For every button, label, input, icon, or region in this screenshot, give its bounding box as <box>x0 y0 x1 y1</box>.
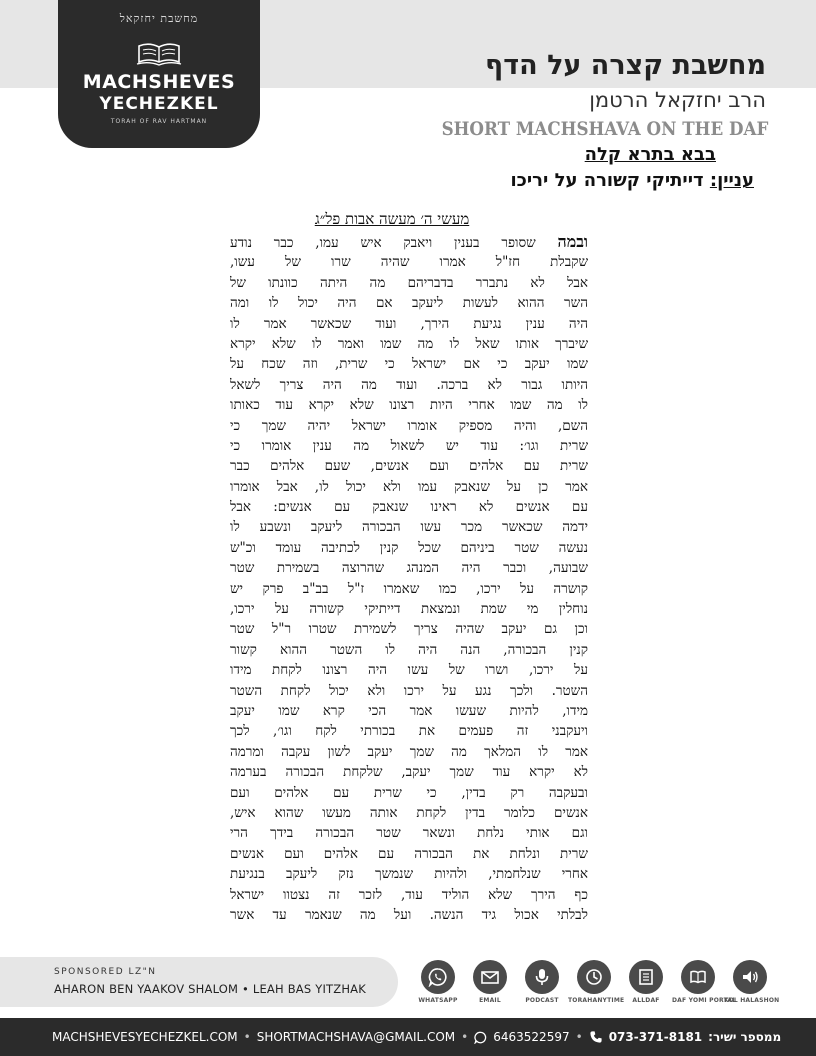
article-line: אמר לו המלאך מה שמך יעקב לשון עקבה ומרמה <box>230 743 588 760</box>
article-line: וכן גם יעקב שהיה צריך לשמירת שטרו ר"ל שטר <box>230 621 588 638</box>
torahanytime-icon[interactable] <box>577 960 611 994</box>
article-line: שרית עם אלהים ועם אנשים, שעם אלהים כבר <box>230 458 588 475</box>
article-line: שיברך אותו שאל לו מה שמו ואמר לו שלא יקרא <box>230 335 588 352</box>
topic-label: עניין: <box>709 170 754 191</box>
article-line: שמו יעקב כי אם ישראל כי שרית, וזה שכח על <box>230 356 588 373</box>
article-line: קושרה על ירכו, כמו שאמרו ז"ל בב"ב פרק יש <box>230 580 588 597</box>
daf-yomi-portal-icon[interactable] <box>681 960 715 994</box>
daf-yomi-portal-link[interactable] <box>672 960 737 1004</box>
article-line: שרית וגו׳: עוד יש לשאול מה ענין אומרו כי <box>230 437 588 454</box>
website-link[interactable]: MACHSHEVESYECHEZKEL.COM <box>52 1030 238 1044</box>
article-line: לא יקרא עוד שמך יעקב, שלקחת הבכורה בערמה <box>230 764 588 781</box>
article-line: שבועה, וכבר היה המנהג שהרוצה בשמירת שטר <box>230 560 588 577</box>
email-label: EMAIL <box>479 997 501 1004</box>
page-title-hebrew: מחשבת קצרה על הדף <box>485 50 766 81</box>
whatsapp-label: WHATSAPP <box>418 997 458 1004</box>
footer-contact <box>52 1018 781 1056</box>
phone-label-hebrew: ממספר ישיר: <box>708 1030 782 1044</box>
article-line: השר ההוא לעשות ליעקב אם היה יכול לו ומה <box>230 295 588 312</box>
logo <box>58 0 260 148</box>
email-icon[interactable] <box>473 960 507 994</box>
article-line: קנין הבכורה, הנה היה לו השטר ההוא קשור <box>230 641 588 658</box>
article-line: אחרי שנלחמתי, ולהיות שנמשך נזק ליעקב בנגיעת <box>230 866 588 883</box>
article-line: אמר כן על שנאבק עמו ולא יכול לו, אבל אומרו <box>230 478 588 495</box>
open-book-icon <box>136 40 182 66</box>
footer-bullet-1: • <box>243 1030 251 1044</box>
article-text <box>230 232 588 948</box>
email-address-link[interactable]: SHORTMACHSHAVA@GMAIL.COM <box>256 1030 456 1044</box>
footer-bullet-2: • <box>461 1030 469 1044</box>
article-line: אנשים כלומר בדין לקחת אותה מעשו שהוא איש, <box>230 804 588 821</box>
sponsor-name-2: LEAH BAS YITZHAK <box>252 982 366 996</box>
page-title-english: SHORT MACHSHAVA ON THE DAF <box>441 118 768 140</box>
alldaf-icon[interactable] <box>629 960 663 994</box>
whatsapp-link[interactable] <box>412 960 464 1004</box>
kol-halashon-link[interactable] <box>724 960 780 1004</box>
torahanytime-label: TORAHANYTIME <box>568 997 625 1004</box>
article-line: מידו, להיות שעשו אמר הכי קרא שמו יעקב <box>230 702 588 719</box>
link-icons <box>412 960 784 1008</box>
topic-heading <box>511 170 755 191</box>
phone-icon <box>589 1030 603 1044</box>
article-line-text: שסופר בענין ויאבק איש עמו, כבר נודע <box>230 235 558 251</box>
podcast-icon[interactable] <box>525 960 559 994</box>
alldaf-label: ALLDAF <box>632 997 660 1004</box>
article-line: נוחלין מי שמת ונמצאת דייתיקי קשורה על ירכו, <box>230 601 588 618</box>
whatsapp-icon[interactable] <box>421 960 455 994</box>
sponsor-bar <box>0 957 398 1007</box>
topic-text: דייתיקי קשורה על יריכו <box>510 170 710 191</box>
author-name-hebrew: הרב יחזקאל הרטמן <box>589 88 766 112</box>
logo-tagline: TORAH OF RAV HARTMAN <box>110 118 208 125</box>
article-line: ויעקבני זה פעמים את בכורתי לקח וגו׳, לכך <box>230 723 588 740</box>
torahanytime-link[interactable] <box>568 960 625 1004</box>
article-line: לו מה שמו אחרי היות רצונו שלא יקרא עוד כאותו <box>230 397 588 414</box>
logo-name-line2: YECHEZKEL <box>99 94 219 114</box>
article-line: ידמה שכאשר מכר עשו הבכורה ליעקב ונשבע לו <box>230 519 588 536</box>
article-lead-word: ובמה <box>557 232 588 251</box>
daf-yomi-portal-label: DAF YOMI PORTAL <box>672 997 737 1004</box>
article-line: ובעקבה רק בדין, כי שרית עם אלהים ועם <box>230 784 588 801</box>
article-line: עם אנשים לא ראינו שנאבק עם אנשים: אבל <box>230 499 588 516</box>
sponsor-bullet: • <box>242 982 249 996</box>
whatsapp-number[interactable]: 6463522597 <box>493 1030 570 1044</box>
email-link[interactable] <box>464 960 516 1004</box>
phone-number[interactable]: 073-371-8181 <box>608 1030 703 1044</box>
sponsor-names <box>54 982 366 996</box>
logo-hebrew-text: מחשבת יחזקאל <box>119 12 199 25</box>
article-line: אבל לא נתברר בדבריהם מה היתה כוונתו של <box>230 274 588 291</box>
footer-bullet-3: • <box>575 1030 583 1044</box>
alldaf-link[interactable] <box>620 960 672 1004</box>
article-line: היה ענין נגיעת הירך, ועוד שכאשר אמר לו <box>230 315 588 332</box>
article-line <box>230 232 588 252</box>
sponsor-label: SPONSORED LZ"N <box>54 967 157 977</box>
podcast-link[interactable] <box>516 960 568 1004</box>
article-line: כף הירך שלא הוליד עוד, לזכר זה נצטוו ישראל <box>230 886 588 903</box>
kol-halashon-label: KOL HALASHON <box>724 997 780 1004</box>
podcast-label: PODCAST <box>525 997 559 1004</box>
article-line: השטר. ולכך נגע על ירכו ולא יכול לקחת השטר <box>230 682 588 699</box>
article-line: לבלתי אכול גיד הנשה. ועל מה שנאמר עד אשר <box>230 906 588 923</box>
article-line: שקבלת חז"ל אמרו שהיה שרו של עשו, <box>230 254 588 271</box>
article-line: וגם אותי נלחת ונשאר שטר הבכורה בידך הרי <box>230 825 588 842</box>
kol-halashon-icon[interactable] <box>733 960 767 994</box>
article-line: היותו גבור לא ברכה. ועוד מה היה צריך לשאל <box>230 376 588 393</box>
article-line: על ירכו, ושרו של עשו היה רצונו לקחת מידו <box>230 662 588 679</box>
sponsor-name-1: AHARON BEN YAAKOV SHALOM <box>54 982 239 996</box>
footer-bar <box>0 1018 816 1056</box>
logo-name-line1: MACHSHEVES <box>82 71 236 93</box>
article-line: נעשה שטר ביניהם שכל קנין לכתיבה עומד וכ"ש <box>230 539 588 556</box>
source-caption: מעשי ה׳ מעשה אבות פל״ג <box>314 210 470 228</box>
article-line: שרית ונלחת את הבכורה עם אלהים ועם אנשים <box>230 845 588 862</box>
tractate-reference: בבא בתרא קלה <box>584 144 716 165</box>
whatsapp-small-icon <box>474 1031 487 1044</box>
article-line: השם, והיה מספיק אומרו ישראל יהיה שמך כי <box>230 417 588 434</box>
